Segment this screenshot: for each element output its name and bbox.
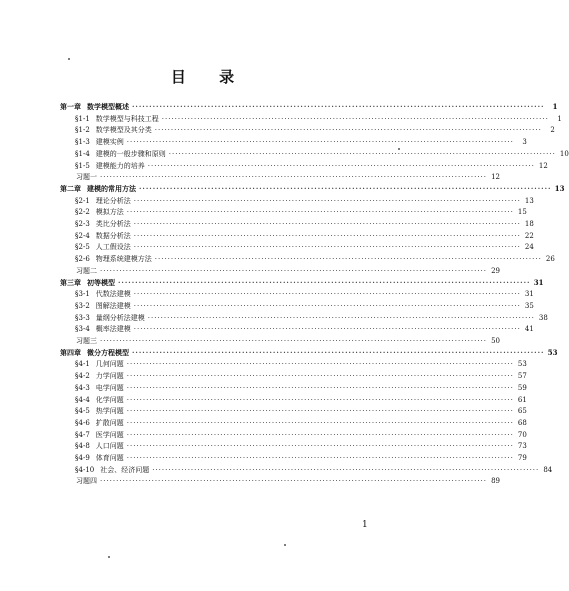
toc-label: 代数法建模 [95, 290, 131, 299]
toc-leader-dots: ························································································································ [126, 360, 514, 369]
toc-label: 建模实例 [95, 138, 124, 147]
toc-label: 体育问题 [95, 454, 124, 462]
toc-number: §3-2 [75, 301, 90, 310]
toc-section-row [0, 230, 534, 242]
toc-leader-dots: ························································································································ [154, 126, 542, 135]
toc-label: 人工假设法 [95, 243, 131, 252]
toc-section-row [0, 382, 527, 394]
page-title: 目 录 [170, 68, 249, 86]
page-number: 1 [362, 520, 368, 530]
toc-page-number: 53 [547, 347, 558, 357]
toc-number: §4-4 [75, 395, 90, 404]
toc-leader-dots: ························································································································ [152, 465, 540, 474]
toc-section-row [0, 417, 527, 429]
toc-section-row [0, 113, 562, 125]
toc-label: 初等模型 [87, 277, 115, 287]
toc-number: §1-1 [75, 114, 90, 123]
toc-page-number: 29 [491, 266, 501, 275]
toc-chapter-row [0, 347, 558, 359]
toc-number: §1-5 [75, 161, 90, 170]
toc-section-row [0, 206, 527, 218]
toc-page-number: 61 [517, 395, 527, 404]
toc-leader-dots: ························································································································ [133, 325, 521, 334]
toc-leader-dots: ························································································································ [126, 407, 514, 416]
toc-number: §2-6 [75, 255, 90, 264]
toc-section-row [0, 195, 534, 207]
toc-number: §4-5 [75, 407, 90, 416]
toc-leader-dots: ························································································································ [161, 114, 549, 123]
toc-section-row [0, 405, 527, 417]
toc-section-row [0, 300, 534, 312]
toc-number: 第二章 [60, 183, 81, 193]
toc-chapter-row [0, 101, 558, 113]
toc-page-number: 2 [550, 126, 555, 135]
scan-speck [108, 556, 110, 558]
toc-page-number: 57 [517, 372, 527, 381]
toc-section-row [0, 370, 527, 382]
toc-leader-dots: ························································································································ [133, 243, 521, 252]
toc-label: 概率法建模 [95, 325, 131, 334]
toc-section-row [0, 288, 534, 300]
toc-leader-dots: ························································································································ [126, 395, 514, 404]
toc-page-number: 84 [543, 465, 553, 474]
toc-label: 建模的常用方法 [87, 183, 136, 193]
toc-page-number: 70 [517, 430, 527, 439]
toc-page-number: 35 [524, 301, 534, 310]
toc-leader-dots: ························································································································ [133, 196, 521, 205]
toc-number: §4-1 [75, 360, 90, 369]
toc-leader-dots: ························································································································ [132, 102, 545, 111]
toc-number: §2-1 [75, 196, 90, 205]
toc-number: 第四章 [60, 347, 81, 357]
toc-exercise-row [0, 265, 501, 277]
toc-label: 数据分析法 [95, 231, 131, 240]
toc-label: 人口问题 [95, 442, 124, 451]
toc-leader-dots: ························································································································ [126, 442, 514, 451]
toc-page-number: 12 [538, 161, 548, 170]
toc-leader-dots: ························································································································ [100, 477, 488, 486]
toc-number: 第三章 [60, 277, 81, 287]
toc-label: 力学问题 [95, 372, 124, 381]
toc-leader-dots: ························································································································ [133, 290, 521, 299]
toc-page-number: 24 [524, 243, 534, 252]
toc-leader-dots: ························································································································ [154, 255, 542, 264]
toc-exercise-row [0, 475, 501, 487]
scan-speck [398, 148, 400, 150]
toc-label: 物理系统建模方法 [95, 255, 152, 264]
toc-number: §2-3 [75, 220, 90, 228]
toc-page-number: 13 [524, 196, 534, 205]
toc-label: 量纲分析法建模 [95, 313, 145, 322]
toc-page-number: 31 [524, 290, 534, 299]
toc-chapter-row [0, 277, 544, 289]
toc-number: §2-4 [75, 231, 90, 240]
toc-page-number: 73 [517, 442, 527, 451]
toc-label: 建模能力的培养 [95, 161, 145, 170]
toc-label: 化学问题 [95, 395, 124, 404]
toc-section-row [0, 464, 553, 476]
toc-leader-dots: ························································································································ [133, 220, 521, 228]
toc-page-number: 31 [533, 277, 544, 287]
toc-label: 习题一 [76, 173, 97, 182]
toc-number: 第一章 [60, 102, 81, 111]
toc-page-number: 3 [522, 138, 527, 147]
toc-number: §1-2 [75, 126, 90, 135]
toc-page-number: 65 [517, 407, 527, 416]
toc-section-row [0, 148, 569, 160]
toc-label: 建模的一般步骤和原则 [95, 149, 166, 158]
toc-section-row [0, 323, 534, 335]
toc-section-row [0, 429, 527, 441]
toc-section-row [0, 312, 548, 324]
toc-number: §3-3 [75, 313, 90, 322]
toc-leader-dots: ························································································································ [147, 313, 535, 322]
toc-number: §4-7 [75, 430, 90, 439]
toc-leader-dots: ························································································································ [126, 372, 514, 381]
scan-speck [68, 58, 70, 60]
scan-speck [284, 544, 286, 546]
toc-number: §1-3 [75, 138, 90, 147]
toc-section-row [0, 124, 555, 136]
toc-section-row [0, 241, 534, 253]
toc-section-row [0, 394, 527, 406]
toc-exercise-row [0, 335, 501, 347]
toc-page-number: 59 [517, 383, 527, 392]
toc-page-number: 1 [557, 114, 562, 123]
toc-label: 类比分析法 [95, 220, 131, 228]
toc-label: 电学问题 [95, 383, 124, 392]
toc-leader-dots: ························································································································ [126, 208, 514, 217]
toc-label: 习题二 [76, 266, 97, 275]
toc-label: 数学模型概述 [87, 102, 129, 111]
toc-page-number: 50 [491, 337, 501, 345]
toc-label: 热学问题 [95, 407, 124, 416]
toc-number: §2-5 [75, 243, 90, 252]
toc-label: 数学模型与科技工程 [95, 114, 159, 123]
toc-number: §4-6 [75, 418, 90, 427]
toc-label: 理论分析法 [95, 196, 131, 205]
toc-section-row [0, 218, 534, 230]
toc-page-number: 18 [524, 220, 534, 228]
toc-page-number: 26 [545, 255, 555, 264]
toc-leader-dots: ························································································································ [133, 231, 521, 240]
toc-section-row [0, 452, 527, 464]
toc-page-number: 15 [517, 208, 527, 217]
toc-label: 几何问题 [95, 360, 124, 369]
toc-leader-dots: ························································································································ [126, 454, 514, 462]
toc-section-row [0, 253, 555, 265]
toc-page-number: 38 [538, 313, 548, 322]
toc-page-number: 53 [517, 360, 527, 369]
toc-page-number: 22 [524, 231, 534, 240]
toc-leader-dots: ························································································································ [168, 149, 556, 158]
toc-label: 微分方程模型 [87, 347, 129, 357]
toc-leader-dots: ························································································································ [133, 301, 521, 310]
toc-number: §1-4 [75, 149, 90, 158]
toc-number: §4-9 [75, 454, 90, 462]
toc-page-number: 12 [491, 173, 501, 182]
toc-label: 习题三 [76, 337, 97, 345]
toc-label: 模拟方法 [95, 208, 124, 217]
toc-leader-dots: ························································································································ [100, 173, 488, 182]
toc-number: §4-10 [75, 465, 95, 474]
toc-label: 医学问题 [95, 430, 124, 439]
toc-leader-dots: ························································································································ [100, 266, 488, 275]
toc-exercise-row [0, 171, 501, 183]
toc-number: §4-2 [75, 372, 90, 381]
toc-number: §2-2 [75, 208, 90, 217]
toc-section-row [0, 160, 548, 172]
toc-section-row [0, 440, 527, 452]
toc-leader-dots: ························································································································ [126, 383, 514, 392]
toc-page-number: 68 [517, 418, 527, 427]
toc-leader-dots: ························································································································ [126, 430, 514, 439]
toc-leader-dots: ························································································································ [126, 418, 514, 427]
toc-page-number: 79 [517, 454, 527, 462]
toc-leader-dots: ························································································································ [100, 337, 488, 345]
toc-page-number: 13 [554, 183, 565, 193]
toc-page-number: 1 [552, 102, 558, 111]
toc-section-row [0, 136, 527, 148]
toc-leader-dots: ························································································································ [132, 347, 545, 357]
toc-page-number: 10 [559, 149, 569, 158]
toc-page-number: 89 [491, 477, 501, 486]
toc-label: 图解法建模 [95, 301, 131, 310]
toc-label: 社会、经济问题 [100, 465, 150, 474]
toc-section-row [0, 358, 527, 370]
toc-number: §4-3 [75, 383, 90, 392]
toc-leader-dots: ························································································································ [147, 161, 535, 170]
toc-leader-dots: ························································································································ [118, 277, 531, 287]
toc-label: 习题四 [76, 477, 97, 486]
toc-number: §4-8 [75, 442, 90, 451]
toc-leader-dots: ························································································································ [139, 183, 552, 193]
toc-chapter-row [0, 183, 565, 195]
toc-leader-dots: ························································································································ [126, 138, 514, 147]
toc-label: 数学模型及其分类 [95, 126, 152, 135]
toc-label: 扩散问题 [95, 418, 124, 427]
toc-page-number: 41 [524, 325, 534, 334]
toc-number: §3-1 [75, 290, 90, 299]
toc-number: §3-4 [75, 325, 90, 334]
